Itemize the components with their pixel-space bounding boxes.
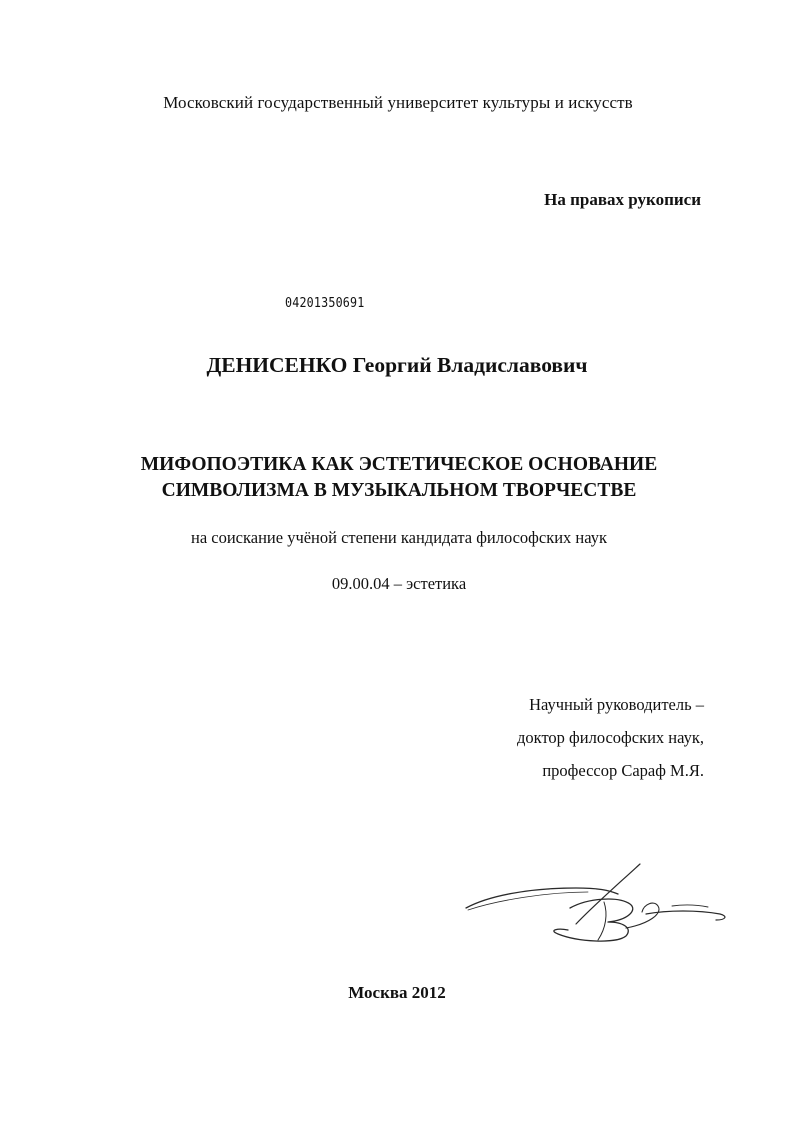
supervisor-line: Научный руководитель –	[529, 695, 704, 714]
archive-number: 04201350691	[285, 296, 365, 311]
signature-stroke	[626, 903, 659, 928]
supervisor-line: доктор философских наук,	[517, 728, 704, 747]
university-name: Московский государственный университет культуры и искусств	[163, 93, 633, 112]
manuscript-rights-note: На правах рукописи	[544, 190, 701, 209]
signature-stroke	[646, 911, 725, 920]
dissertation-title-line: СИМВОЛИЗМА В МУЗЫКАЛЬНОМ ТВОРЧЕСТВЕ	[161, 480, 637, 501]
signature-stroke	[554, 899, 633, 941]
signature-stroke	[576, 864, 640, 924]
specialty-code: 09.00.04 – эстетика	[331, 574, 467, 593]
supervisor-line: профессор Сараф М.Я.	[542, 761, 704, 780]
dissertation-title-line: МИФОПОЭТИКА КАК ЭСТЕТИЧЕСКОЕ ОСНОВАНИЕ	[140, 454, 658, 475]
signature-stroke	[672, 905, 708, 907]
signature-stroke	[598, 902, 606, 940]
city-and-year: Москва 2012	[348, 983, 446, 1002]
supervisor-block	[517, 688, 704, 787]
dissertation-title	[0, 452, 798, 504]
author-name: ДЕНИСЕНКО Георгий Владиславович	[206, 353, 588, 377]
handwritten-signature	[458, 858, 738, 948]
degree-statement: на соискание учёной степени кандидата философских наук	[190, 528, 607, 547]
